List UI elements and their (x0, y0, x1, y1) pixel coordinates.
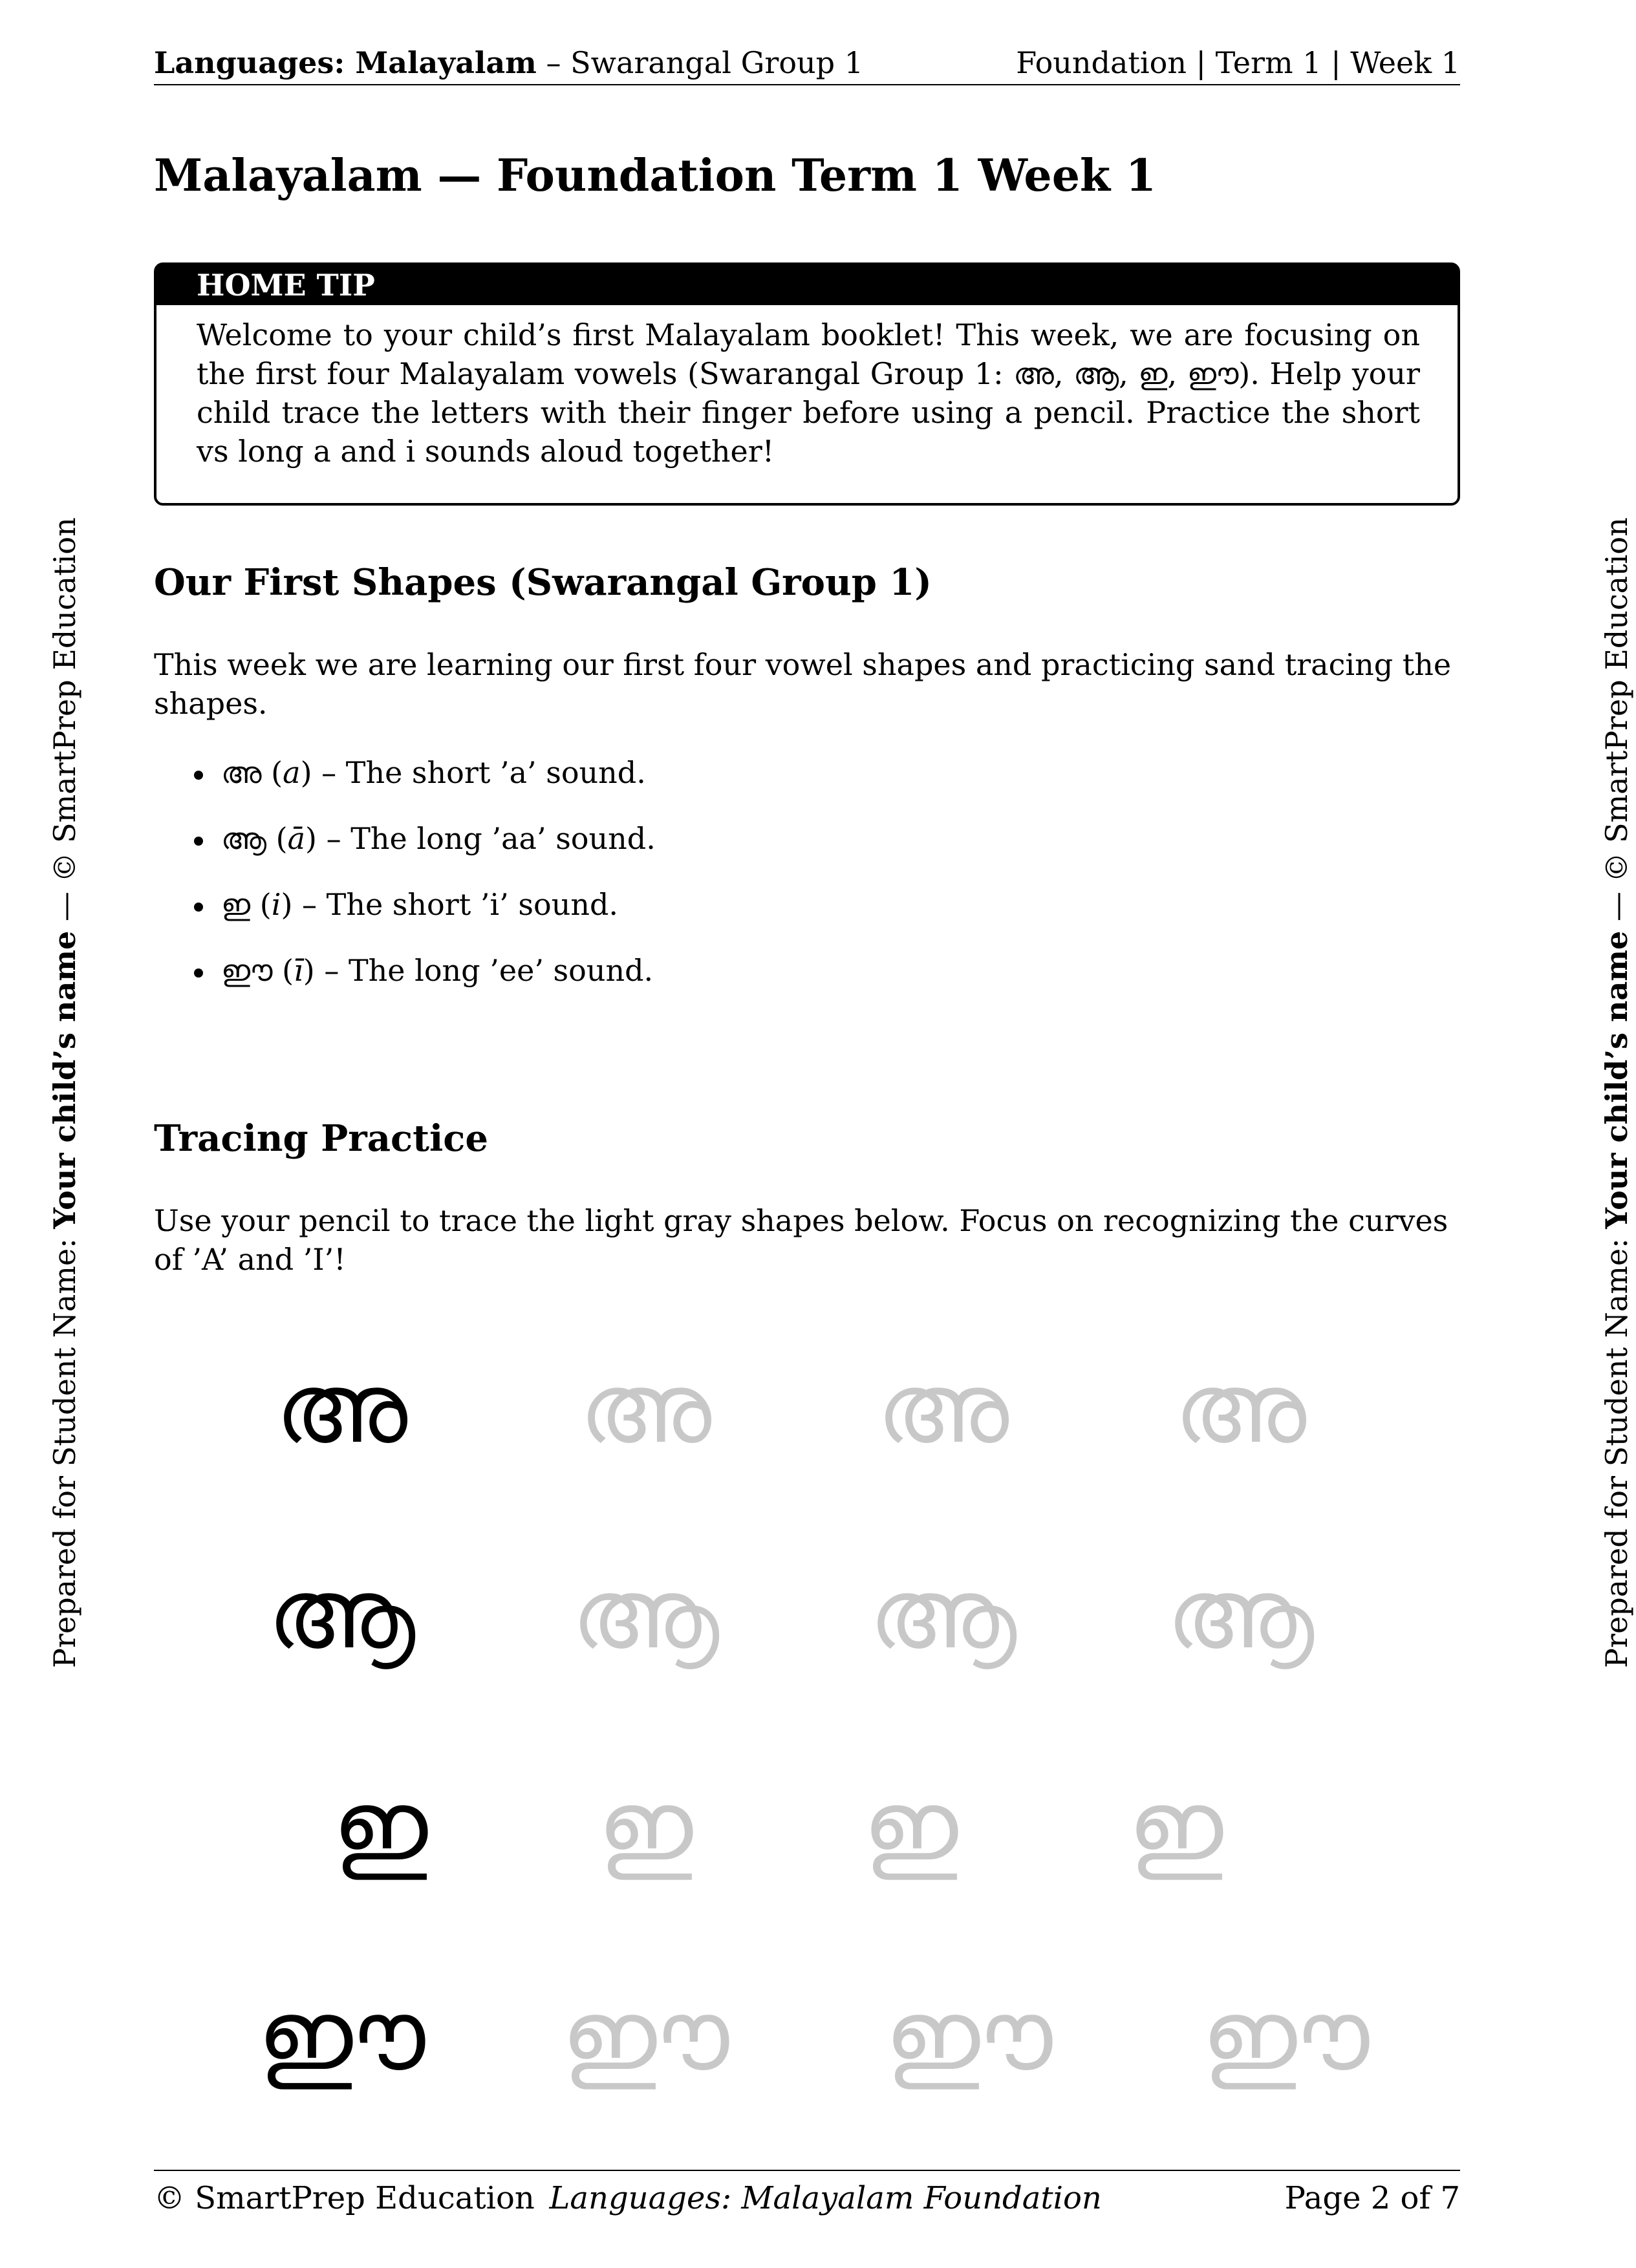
vowel-letter: ഈ (221, 953, 273, 988)
page-title: Malayalam — Foundation Term 1 Week 1 (154, 150, 1157, 202)
trace-letter[interactable]: അ (1174, 1352, 1306, 1465)
vowel-letter: ആ (221, 821, 267, 856)
footer-course-name: Languages: Malayalam Foundation (549, 2180, 1102, 2216)
side-suffix: — © SmartPrep Education (1599, 517, 1634, 931)
page-footer (154, 2180, 1460, 2216)
vowel-romanization: ā (287, 821, 306, 856)
tracing-grid (154, 1319, 1460, 2095)
bullet-icon (194, 903, 203, 912)
header-course-info: Foundation | Term 1 | Week 1 (1016, 45, 1460, 80)
vowel-letter: അ (221, 755, 262, 790)
student-name-placeholder: Your child’s name (47, 930, 82, 1229)
footer-rule (154, 2170, 1460, 2171)
trace-letter[interactable]: ആ (571, 1557, 720, 1671)
trace-letter[interactable]: അ (876, 1352, 1009, 1465)
trace-letter[interactable]: ഈ (885, 1979, 1053, 2092)
shapes-intro: This week we are learning our first four vowel shapes and practicing sand tracing the shapes. (154, 647, 1452, 721)
footer-copyright: © SmartPrep Education (154, 2180, 535, 2216)
trace-letter[interactable]: ഇ (1128, 1770, 1223, 1883)
side-margin-left (45, 517, 84, 1668)
running-header (154, 45, 1460, 85)
vowel-romanization: i (271, 887, 281, 922)
tracing-row (154, 1524, 1460, 1706)
vowel-description: – The short ’i’ sound. (302, 887, 619, 922)
model-letter: ആ (267, 1557, 416, 1671)
student-name-placeholder: Your child’s name (1599, 930, 1634, 1229)
vowel-letter: ഇ (221, 887, 251, 922)
trace-letter[interactable]: ഈ (561, 1979, 729, 2092)
model-letter: ഇ (332, 1770, 428, 1883)
side-margin-right (1597, 517, 1636, 1668)
list-item: ഇ (i) – The short ’i’ sound. (194, 882, 656, 948)
tracing-row (154, 1737, 1460, 1918)
header-subject-bold: Languages: Malayalam (154, 45, 537, 80)
tracing-row (154, 1946, 1460, 2127)
header-subject-rest: – Swarangal Group 1 (536, 45, 864, 80)
model-letter: അ (275, 1352, 407, 1465)
bullet-icon (194, 771, 203, 780)
side-prefix: Prepared for Student Name: (47, 1228, 82, 1668)
list-item: അ (a) – The short ’a’ sound. (194, 750, 656, 816)
home-tip-body: Welcome to your child’s first Malayalam booklet! This week, we are focusing on the first four Malayalam vowels (Swarangal Group 1: അ, ആ, ഇ, ഈ). Help your child trace the letters with their finger before using a pencil. Practice the short vs long a and i sounds aloud together! (197, 317, 1420, 469)
model-letter: ഈ (257, 1979, 425, 2092)
list-item: ആ (ā) – The long ’aa’ sound. (194, 816, 656, 882)
tracing-row (154, 1319, 1460, 1500)
header-subject (154, 45, 863, 80)
list-item: ഈ (ī) – The long ’ee’ sound. (194, 948, 656, 1014)
home-tip-heading: HOME TIP (156, 265, 1458, 305)
vowel-romanization: ī (294, 953, 303, 988)
vowel-description: – The long ’ee’ sound. (324, 953, 654, 988)
vowel-description: – The short ’a’ sound. (321, 755, 646, 790)
bullet-icon (194, 837, 203, 846)
shapes-heading: Our First Shapes (Swarangal Group 1) (154, 561, 932, 604)
trace-letter[interactable]: ഈ (1201, 1979, 1370, 2092)
tracing-heading: Tracing Practice (154, 1117, 488, 1160)
bullet-icon (194, 968, 203, 978)
trace-letter[interactable]: അ (579, 1352, 711, 1465)
vowel-romanization: a (283, 755, 301, 790)
tracing-instructions: Use your pencil to trace the light gray shapes below. Focus on recognizing the curves of ’A’ and ’I’! (154, 1203, 1448, 1277)
vowel-list (194, 750, 656, 1014)
trace-letter[interactable]: ആ (868, 1557, 1017, 1671)
trace-letter[interactable]: ആ (1166, 1557, 1315, 1671)
side-prefix: Prepared for Student Name: (1599, 1228, 1634, 1668)
page-number: Page 2 of 7 (1284, 2180, 1460, 2216)
trace-letter[interactable]: ഇ (863, 1770, 958, 1883)
side-suffix: — © SmartPrep Education (47, 517, 82, 931)
home-tip-box (154, 262, 1460, 506)
trace-letter[interactable]: ഇ (597, 1770, 693, 1883)
vowel-description: – The long ’aa’ sound. (326, 821, 656, 856)
